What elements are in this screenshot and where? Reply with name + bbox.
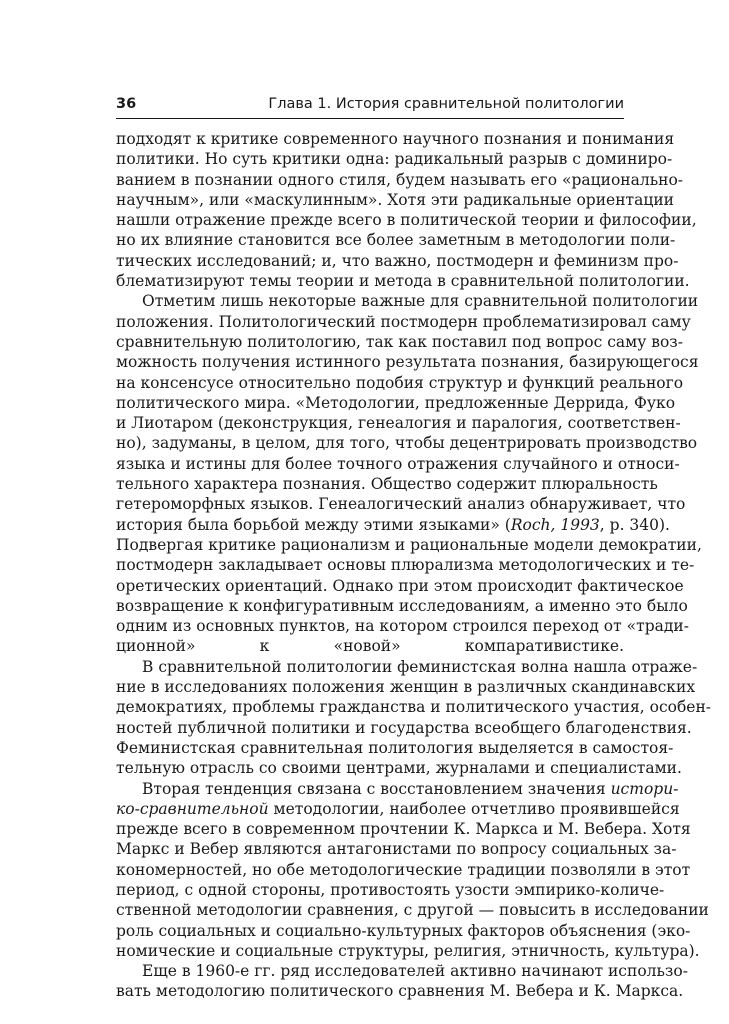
text-line: номические и социальные структуры, религия, этничность, культура). xyxy=(116,941,700,960)
italic-term: ко-сравнительной xyxy=(116,799,269,818)
text-line: гетероморфных языков. Генеалогический анализ обнаруживает, что xyxy=(116,495,686,514)
paragraph-5 xyxy=(116,961,688,1002)
citation-before: история была борьбой между этими языками» ( xyxy=(116,515,511,534)
text-line: Еще в 1960-е гг. ряд исследователей активно начинают использо- xyxy=(142,962,688,981)
text-line: положения. Политологический постмодерн проблематизировал саму xyxy=(116,312,691,331)
text-line: В сравнительной политологии феминистская волна нашла отраже- xyxy=(142,657,698,676)
text-line: прежде всего в современном прочтении К. Маркса и М. Вебера. Хотя xyxy=(116,820,691,839)
chapter-title: Глава 1. История сравнительной политологии xyxy=(268,96,624,112)
text-line: Отметим лишь некоторые важные для сравнительной политологии xyxy=(142,292,699,311)
text-line: ционной» к «новой» компаративистике. xyxy=(116,637,624,656)
text-line xyxy=(116,799,680,819)
text-line: демократиях, проблемы гражданства и политического участия, особен- xyxy=(116,698,712,717)
header-rule xyxy=(116,118,624,119)
text-line: вать методологию политического сравнения М. Вебера и К. Маркса. xyxy=(116,982,684,1001)
text-line: кономерностей, но обе методологические традиции позволяли в этот xyxy=(116,860,691,879)
text-line: и Лиотаром (деконструкция, генеалогия и паралогия, соответствен- xyxy=(116,414,681,433)
paragraph-3 xyxy=(116,657,712,779)
text-line: ственной методологии сравнения, с другой — повысить в исследовании xyxy=(116,901,709,920)
text-line: ностей публичной политики и государства всеобщего благоденствия. xyxy=(116,718,692,737)
text-line: можность получения истинного результата познания, базирующегося xyxy=(116,353,699,372)
paragraph-2 xyxy=(116,291,702,656)
text-line: Маркс и Вебер являются антагонистами по вопросу социальных за- xyxy=(116,840,677,859)
text-line: тельного характера познания. Общество содержит плюральность xyxy=(116,475,658,494)
page-number: 36 xyxy=(116,96,137,112)
citation-line xyxy=(116,515,670,535)
text-line: подходят к критике современного научного познания и понимания xyxy=(116,130,675,148)
text-line: роль социальных и социально-культурных факторов объяснения (эко- xyxy=(116,921,691,940)
text-line: одним из основных пунктов, на котором строился переход от «тради- xyxy=(116,617,689,636)
text-line: нашли отражение прежде всего в политической теории и философии, xyxy=(116,211,697,230)
text-line: Подвергая критике рационализм и рациональные модели демократии, xyxy=(116,535,702,554)
text-line: тельную отрасль со своими центрами, журналами и специалистами. xyxy=(116,759,682,778)
text-line: ние в исследованиях положения женщин в различных скандинавских xyxy=(116,678,696,697)
text-line: на консенсусе относительно подобия структур и функций реального xyxy=(116,373,684,392)
citation-after: , р. 340). xyxy=(599,515,670,534)
text-line xyxy=(116,779,679,799)
paragraph-1 xyxy=(116,129,697,291)
line-text: методологии, наиболее отчетливо проявившейся xyxy=(273,799,680,818)
paragraph-4 xyxy=(116,779,709,962)
text-line: научным», или «маскулинным». Хотя эти радикальные ориентации xyxy=(116,190,674,209)
text-line: сравнительную политологию, так как поставил под вопрос саму воз- xyxy=(116,332,683,351)
text-line: оретических ориентаций. Однако при этом происходит фактическое xyxy=(116,576,684,595)
text-line: ванием в познании одного стиля, будем называть его «рационально- xyxy=(116,170,684,189)
text-line: возвращение к конфигуративным исследованиям, а именно это было xyxy=(116,596,688,615)
text-line: тических исследований; и, что важно, постмодерн и феминизм про- xyxy=(116,251,679,270)
text-line: Феминистская сравнительная политология выделяется в самостоя- xyxy=(116,738,674,757)
text-line: политического мира. «Методологии, предложенные Деррида, Фуко xyxy=(116,393,676,412)
text-line: но их влияние становится все более заметным в методологии поли- xyxy=(116,231,676,250)
text-line: языка и истины для более точного отражения случайного и относи- xyxy=(116,454,680,473)
italic-term: истори- xyxy=(610,779,679,798)
text-line: но), задуманы, в целом, для того, чтобы децентрировать производство xyxy=(116,434,698,453)
text-line: политики. Но суть критики одна: радикальный разрыв с доминиро- xyxy=(116,150,673,169)
running-head xyxy=(116,96,624,118)
citation-author: Roch, 1993 xyxy=(510,515,600,534)
text-line: период, с одной стороны, противостоять узости эмпирико-количе- xyxy=(116,880,665,899)
body-text xyxy=(116,129,712,1002)
text-line: блематизируют темы теории и метода в сравнительной политологии. xyxy=(116,272,690,291)
text-line: постмодерн закладывает основы плюрализма методологических и те- xyxy=(116,556,695,575)
line-text: Вторая тенденция связана с восстановлением значения xyxy=(142,779,606,798)
